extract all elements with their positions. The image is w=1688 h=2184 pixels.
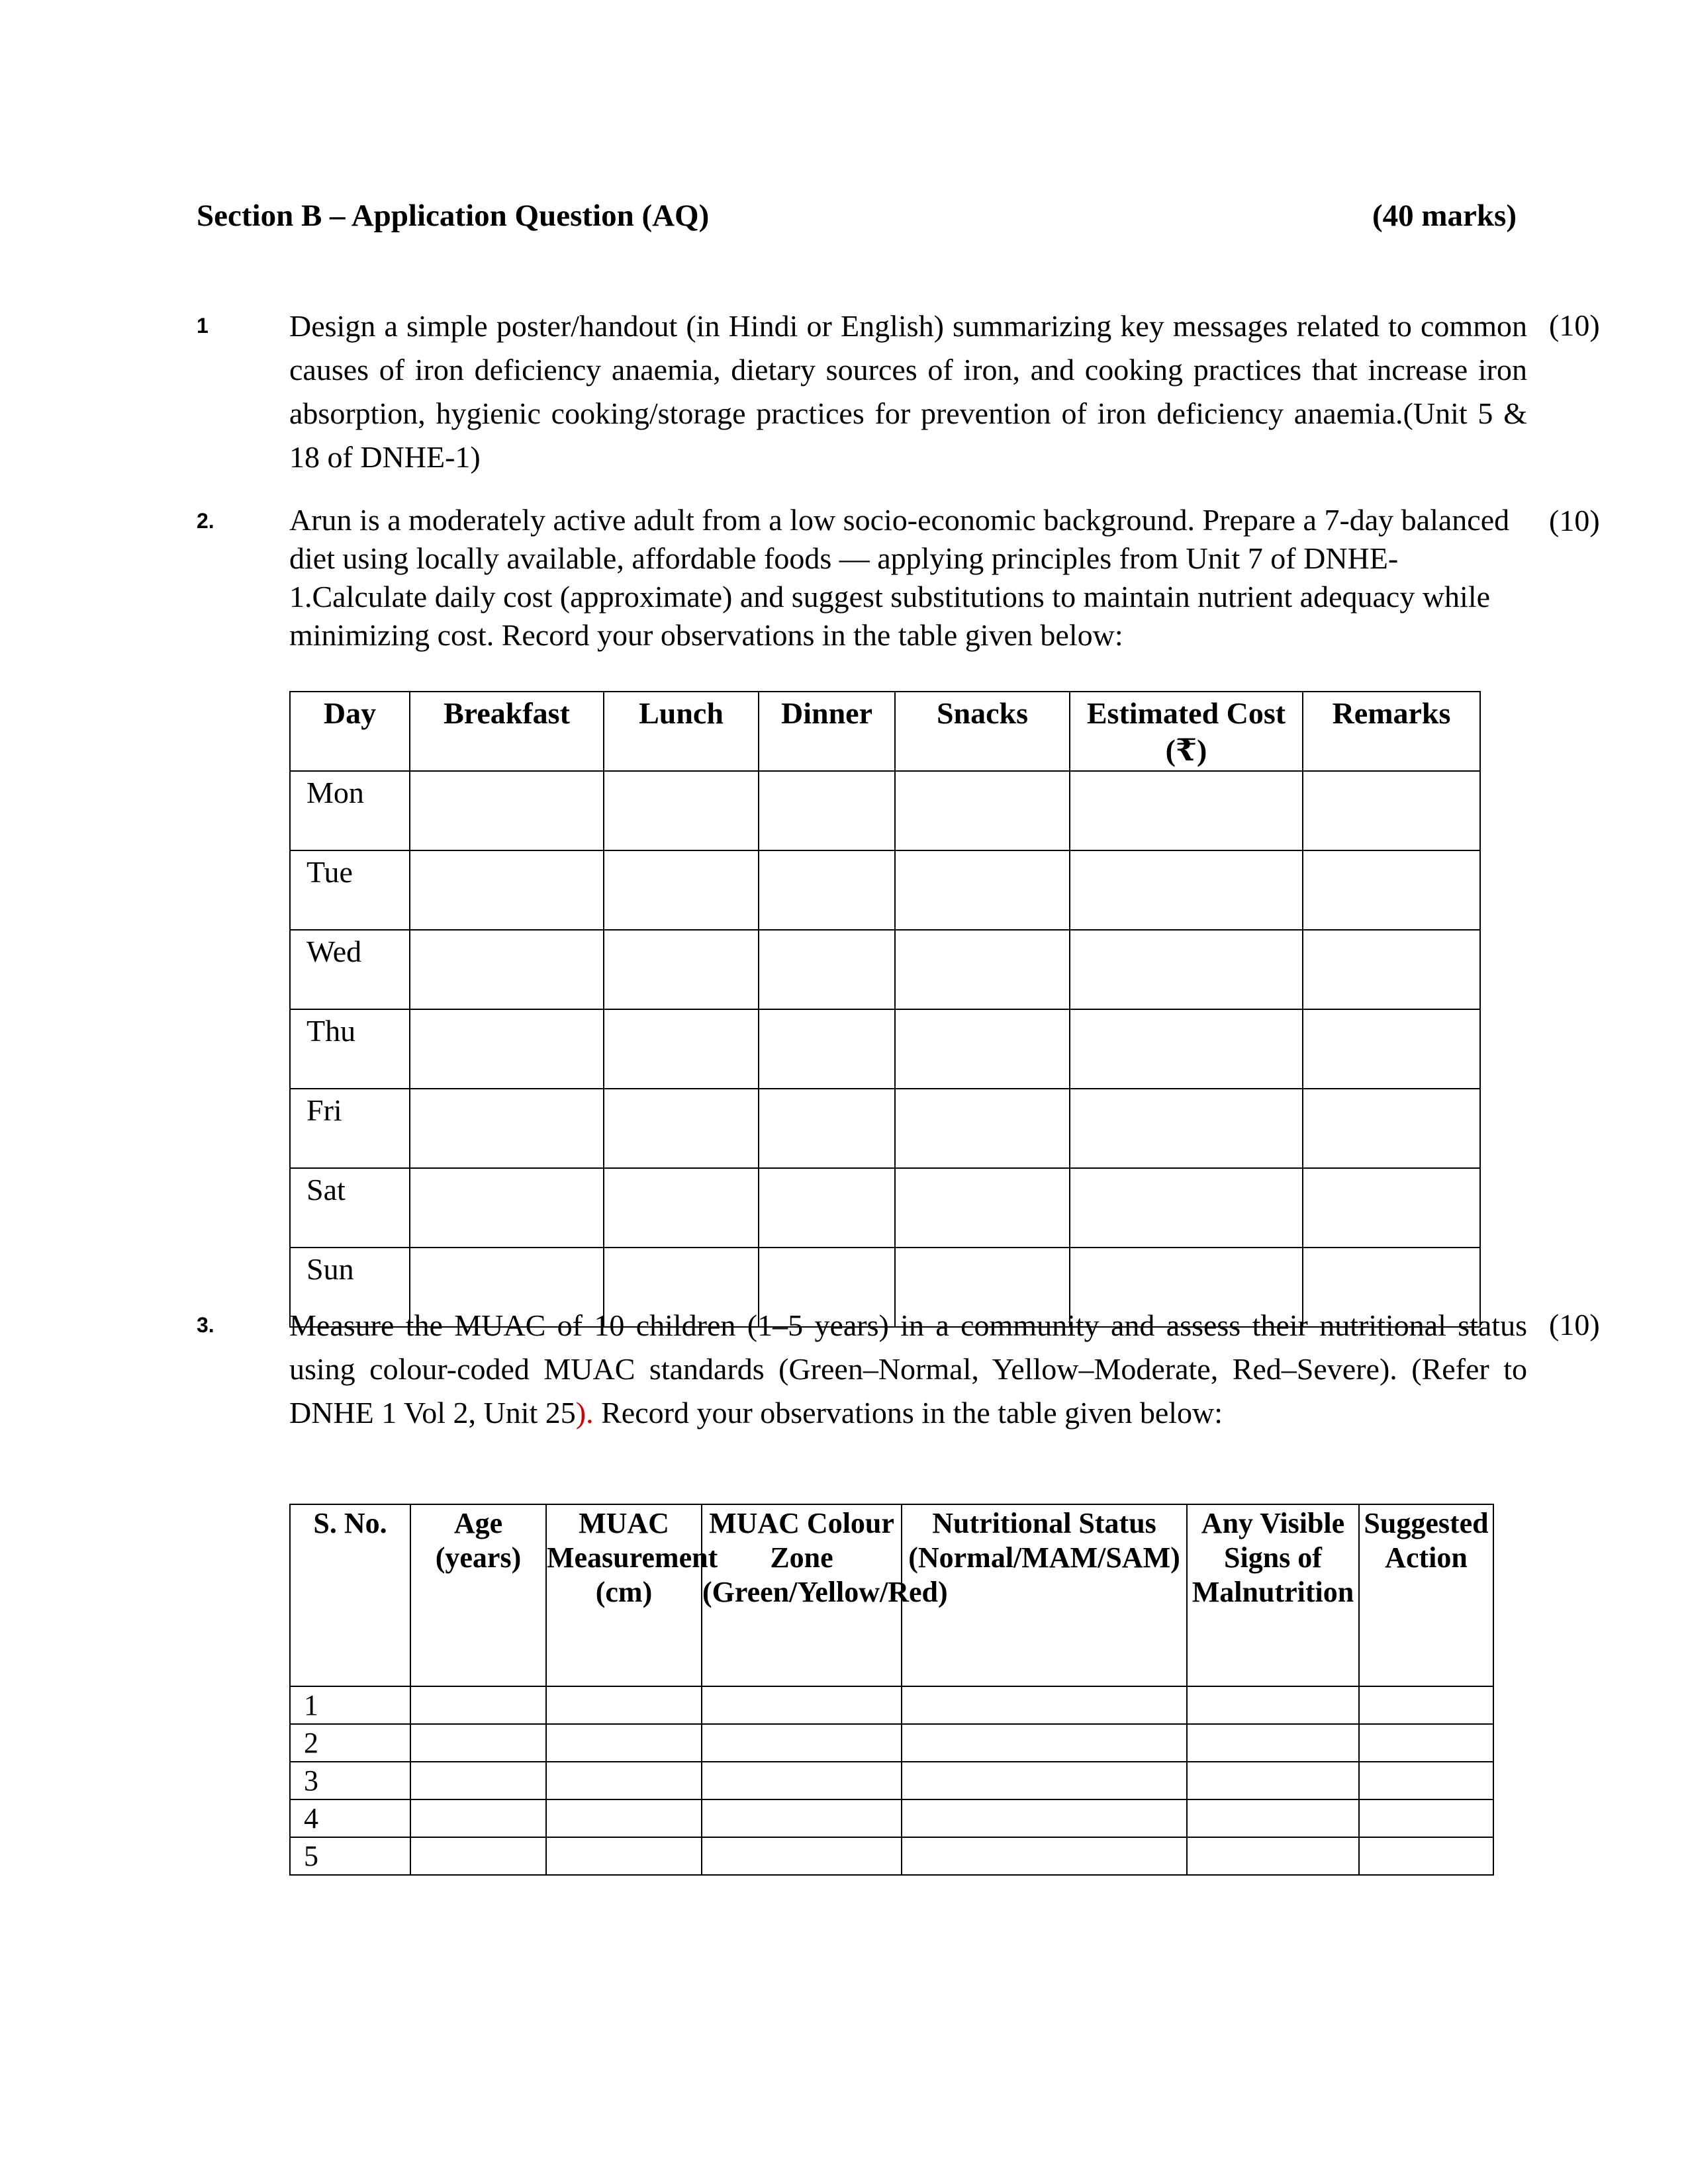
remarks-cell[interactable] bbox=[1303, 771, 1480, 850]
table-row bbox=[290, 1799, 1493, 1837]
colour-zone-cell[interactable] bbox=[702, 1762, 902, 1799]
question-1-marks: (10) bbox=[1549, 308, 1600, 342]
section-total-marks: (40 marks) bbox=[1372, 199, 1517, 233]
table-row bbox=[290, 1168, 1480, 1248]
status-cell[interactable] bbox=[902, 1837, 1187, 1875]
colour-zone-cell[interactable] bbox=[702, 1724, 902, 1762]
table-row bbox=[290, 1762, 1493, 1799]
question-2-number: 2. bbox=[197, 509, 214, 533]
snacks-cell[interactable] bbox=[895, 771, 1070, 850]
table-row bbox=[290, 1837, 1493, 1875]
question-1-number: 1 bbox=[197, 314, 209, 338]
question-3-text-end: Record your observations in the table given below: bbox=[593, 1396, 1223, 1430]
muac-header-action: Suggested Action bbox=[1359, 1504, 1493, 1686]
age-cell[interactable] bbox=[410, 1799, 546, 1837]
measurement-cell[interactable] bbox=[546, 1686, 702, 1724]
lunch-cell[interactable] bbox=[604, 1089, 759, 1168]
measurement-cell[interactable] bbox=[546, 1724, 702, 1762]
colour-zone-cell[interactable] bbox=[702, 1686, 902, 1724]
cost-cell[interactable] bbox=[1070, 930, 1303, 1009]
cost-cell[interactable] bbox=[1070, 1168, 1303, 1248]
dinner-cell[interactable] bbox=[759, 930, 895, 1009]
section-title: Section B – Application Question (AQ) bbox=[197, 199, 710, 233]
breakfast-cell[interactable] bbox=[410, 1009, 604, 1089]
signs-cell[interactable] bbox=[1187, 1686, 1359, 1724]
status-cell[interactable] bbox=[902, 1762, 1187, 1799]
sno-cell: 2 bbox=[290, 1724, 410, 1762]
muac-header-nutritional-status: Nutritional Status (Normal/MAM/SAM) bbox=[902, 1504, 1187, 1686]
diet-header-estimated-cost: Estimated Cost (₹) bbox=[1070, 692, 1303, 771]
question-2-text: Arun is a moderately active adult from a low socio-economic background. Prepare a 7-day balanced diet using locally available, affordable foods — applying principles from Unit 7 of DNHE-1.Calculate daily cost (approximate) and suggest substitutions to maintain nutrient adequacy while minimizing cost. Record your observations in the table given below: bbox=[289, 503, 1510, 652]
cost-cell[interactable] bbox=[1070, 771, 1303, 850]
diet-table-header-row bbox=[290, 692, 1480, 771]
diet-header-snacks: Snacks bbox=[895, 692, 1070, 771]
question-3-marks: (10) bbox=[1549, 1308, 1600, 1342]
signs-cell[interactable] bbox=[1187, 1762, 1359, 1799]
measurement-cell[interactable] bbox=[546, 1837, 702, 1875]
lunch-cell[interactable] bbox=[604, 850, 759, 930]
diet-header-breakfast: Breakfast bbox=[410, 692, 604, 771]
muac-header-age: Age (years) bbox=[410, 1504, 546, 1686]
muac-header-sno: S. No. bbox=[290, 1504, 410, 1686]
remarks-cell[interactable] bbox=[1303, 850, 1480, 930]
breakfast-cell[interactable] bbox=[410, 1168, 604, 1248]
sno-cell: 3 bbox=[290, 1762, 410, 1799]
table-row bbox=[290, 1724, 1493, 1762]
lunch-cell[interactable] bbox=[604, 771, 759, 850]
day-cell: Fri bbox=[290, 1089, 410, 1168]
snacks-cell[interactable] bbox=[895, 1089, 1070, 1168]
signs-cell[interactable] bbox=[1187, 1837, 1359, 1875]
question-2-marks: (10) bbox=[1549, 504, 1600, 537]
muac-observation-table bbox=[289, 1504, 1494, 1876]
action-cell[interactable] bbox=[1359, 1799, 1493, 1837]
table-row bbox=[290, 930, 1480, 1009]
muac-header-signs: Any Visible Signs of Malnutrition bbox=[1187, 1504, 1359, 1686]
muac-table-header-row bbox=[290, 1504, 1493, 1686]
question-3-number: 3. bbox=[197, 1313, 214, 1337]
diet-header-day: Day bbox=[290, 692, 410, 771]
diet-header-dinner: Dinner bbox=[759, 692, 895, 771]
age-cell[interactable] bbox=[410, 1686, 546, 1724]
day-cell: Thu bbox=[290, 1009, 410, 1089]
status-cell[interactable] bbox=[902, 1799, 1187, 1837]
remarks-cell[interactable] bbox=[1303, 1168, 1480, 1248]
snacks-cell[interactable] bbox=[895, 1009, 1070, 1089]
day-cell: Sat bbox=[290, 1168, 410, 1248]
remarks-cell[interactable] bbox=[1303, 930, 1480, 1009]
snacks-cell[interactable] bbox=[895, 930, 1070, 1009]
dinner-cell[interactable] bbox=[759, 850, 895, 930]
action-cell[interactable] bbox=[1359, 1762, 1493, 1799]
dinner-cell[interactable] bbox=[759, 1168, 895, 1248]
question-1-text: Design a simple poster/handout (in Hindi or English) summarizing key messages related to common causes of iron deficiency anaemia, dietary sources of iron, and cooking practices that increase iron absorption, hygienic cooking/storage practices for prevention of iron deficiency anaemia.(Unit 5 & 18 of DNHE-1) bbox=[289, 309, 1527, 474]
table-row bbox=[290, 1009, 1480, 1089]
muac-header-measurement: MUAC Measurement (cm) bbox=[546, 1504, 702, 1686]
muac-header-colour-zone: MUAC Colour Zone (Green/Yellow/Red) bbox=[702, 1504, 902, 1686]
table-row bbox=[290, 771, 1480, 850]
colour-zone-cell[interactable] bbox=[702, 1837, 902, 1875]
action-cell[interactable] bbox=[1359, 1686, 1493, 1724]
day-cell: Tue bbox=[290, 850, 410, 930]
table-row bbox=[290, 850, 1480, 930]
action-cell[interactable] bbox=[1359, 1724, 1493, 1762]
dinner-cell[interactable] bbox=[759, 1009, 895, 1089]
lunch-cell[interactable] bbox=[604, 1168, 759, 1248]
question-3-text bbox=[289, 1304, 1527, 1435]
age-cell[interactable] bbox=[410, 1762, 546, 1799]
lunch-cell[interactable] bbox=[604, 1009, 759, 1089]
breakfast-cell[interactable] bbox=[410, 850, 604, 930]
measurement-cell[interactable] bbox=[546, 1799, 702, 1837]
cost-cell[interactable] bbox=[1070, 1009, 1303, 1089]
age-cell[interactable] bbox=[410, 1837, 546, 1875]
table-row bbox=[290, 1686, 1493, 1724]
status-cell[interactable] bbox=[902, 1724, 1187, 1762]
day-cell: Sun bbox=[290, 1248, 410, 1327]
table-row bbox=[290, 1089, 1480, 1168]
action-cell[interactable] bbox=[1359, 1837, 1493, 1875]
dinner-cell[interactable] bbox=[759, 1089, 895, 1168]
breakfast-cell[interactable] bbox=[410, 1089, 604, 1168]
signs-cell[interactable] bbox=[1187, 1799, 1359, 1837]
remarks-cell[interactable] bbox=[1303, 1009, 1480, 1089]
sno-cell: 1 bbox=[290, 1686, 410, 1724]
lunch-cell[interactable] bbox=[604, 930, 759, 1009]
day-cell: Wed bbox=[290, 930, 410, 1009]
status-cell[interactable] bbox=[902, 1686, 1187, 1724]
remarks-cell[interactable] bbox=[1303, 1089, 1480, 1168]
diet-header-lunch: Lunch bbox=[604, 692, 759, 771]
snacks-cell[interactable] bbox=[895, 1168, 1070, 1248]
breakfast-cell[interactable] bbox=[410, 930, 604, 1009]
question-3-text-main: Measure the MUAC of 10 children (1–5 years) in a community and assess their nutritional status using colour-coded MUAC standards (Green–Normal, Yellow–Moderate, Red–Severe). (Refer to DNHE 1 Vol 2, Unit 25 bbox=[289, 1308, 1527, 1430]
snacks-cell[interactable] bbox=[895, 850, 1070, 930]
signs-cell[interactable] bbox=[1187, 1724, 1359, 1762]
cost-cell[interactable] bbox=[1070, 850, 1303, 930]
breakfast-cell[interactable] bbox=[410, 771, 604, 850]
colour-zone-cell[interactable] bbox=[702, 1799, 902, 1837]
diet-header-remarks: Remarks bbox=[1303, 692, 1480, 771]
sno-cell: 5 bbox=[290, 1837, 410, 1875]
age-cell[interactable] bbox=[410, 1724, 546, 1762]
measurement-cell[interactable] bbox=[546, 1762, 702, 1799]
diet-plan-table bbox=[289, 691, 1481, 1328]
dinner-cell[interactable] bbox=[759, 771, 895, 850]
question-3-text-red: ). bbox=[575, 1396, 594, 1430]
sno-cell: 4 bbox=[290, 1799, 410, 1837]
cost-cell[interactable] bbox=[1070, 1089, 1303, 1168]
day-cell: Mon bbox=[290, 771, 410, 850]
